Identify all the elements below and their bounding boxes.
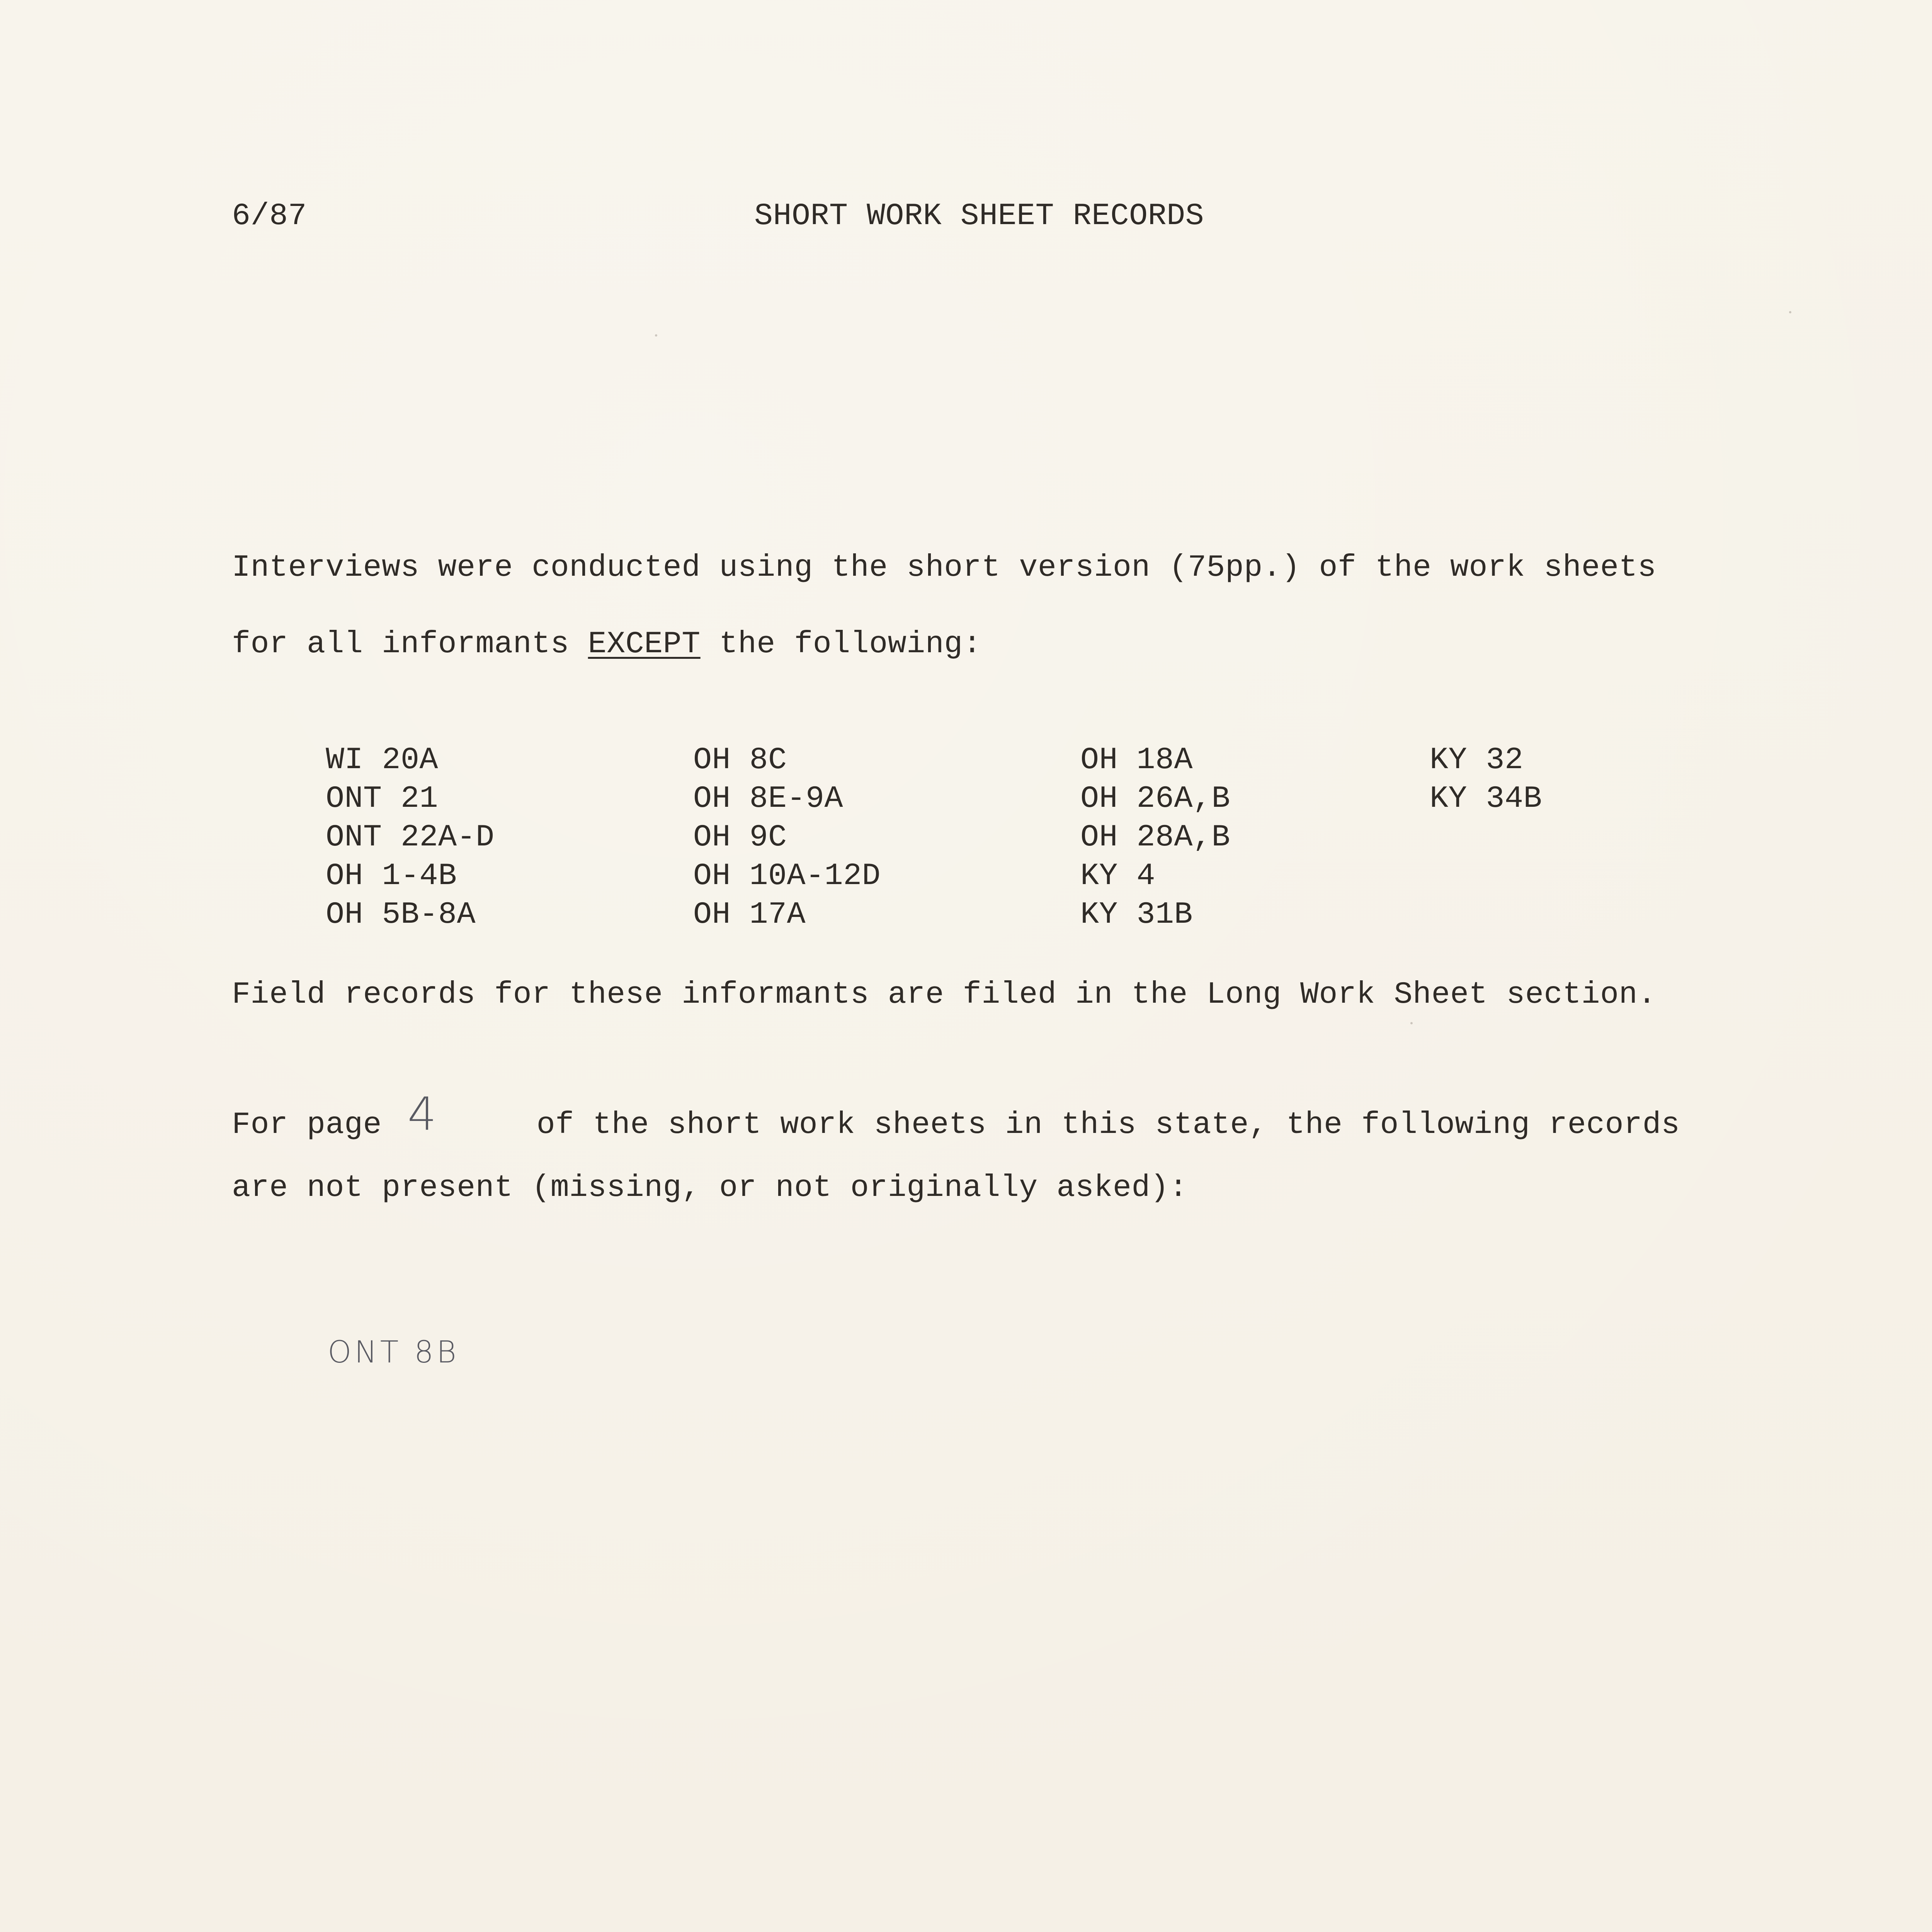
- exception-entry: KY 4: [1080, 859, 1156, 894]
- header-date: 6/87: [232, 199, 307, 234]
- exception-entry: KY 32: [1430, 743, 1524, 778]
- exception-entry: OH 8C: [693, 743, 787, 778]
- page-note-prefix: For page: [232, 1107, 401, 1143]
- header-title: SHORT WORK SHEET RECORDS: [754, 199, 1204, 234]
- except-emphasis: EXCEPT: [588, 627, 701, 662]
- handwritten-page-number: 4: [407, 1087, 437, 1141]
- exception-entry: ONT 21: [326, 781, 439, 816]
- missing-record-entry: ONT 8B: [328, 1335, 459, 1370]
- exception-entry: KY 34B: [1430, 781, 1543, 816]
- exception-entry: KY 31B: [1080, 897, 1193, 932]
- exception-entry: OH 10A-12D: [693, 859, 881, 894]
- exception-entry: OH 1-4B: [326, 859, 457, 894]
- page-note-suffix: of the short work sheets in this state, the following records: [518, 1107, 1680, 1143]
- exception-entry: OH 9C: [693, 820, 787, 855]
- exception-entry: OH 18A: [1080, 743, 1193, 778]
- paper-speck: [1789, 311, 1791, 313]
- page-note-line-1: [232, 1087, 1680, 1143]
- exception-entry: OH 26A,B: [1080, 781, 1231, 816]
- page-note-line-2: are not present (missing, or not originally asked):: [232, 1170, 1188, 1206]
- exception-entry: OH 28A,B: [1080, 820, 1231, 855]
- exception-entry: ONT 22A-D: [326, 820, 495, 855]
- intro-line-2-suffix: the following:: [700, 627, 982, 662]
- intro-line-2-prefix: for all informants: [232, 627, 588, 662]
- exception-entry: WI 20A: [326, 743, 439, 778]
- intro-line-2: [232, 629, 981, 660]
- exception-entry: OH 17A: [693, 897, 806, 932]
- paper-speck: [655, 334, 657, 337]
- intro-line-1: Interviews were conducted using the short version (75pp.) of the work sheets: [232, 550, 1656, 585]
- field-records-note: Field records for these informants are filed in the Long Work Sheet section.: [232, 977, 1656, 1012]
- paper-speck: [1410, 1022, 1413, 1024]
- exception-entry: OH 5B-8A: [326, 897, 476, 932]
- exception-entry: OH 8E-9A: [693, 781, 844, 816]
